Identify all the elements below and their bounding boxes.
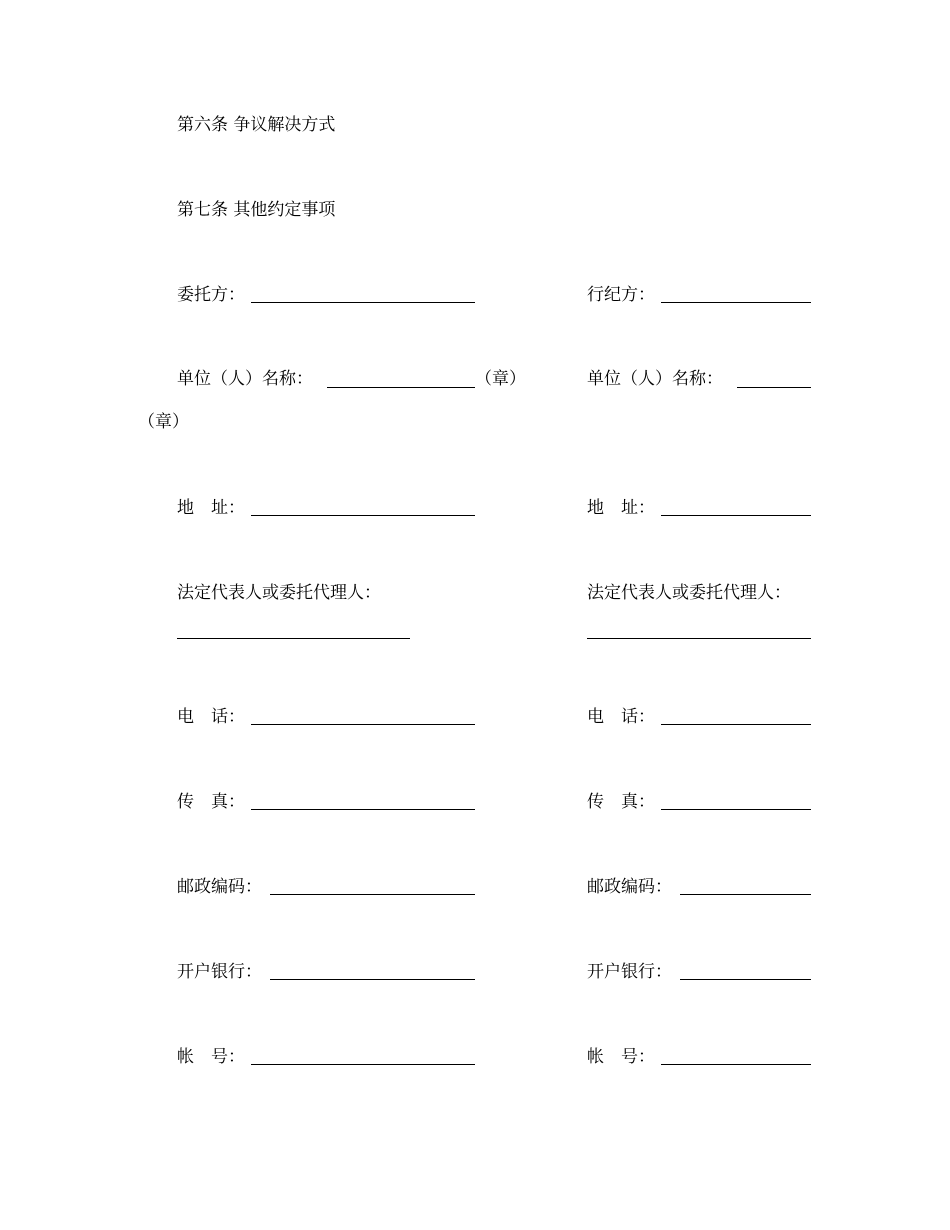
principal-postcode-label: 邮政编码： <box>177 877 262 897</box>
broker-rep-label: 法定代表人或委托代理人： <box>587 583 791 603</box>
principal-account-label: 帐 号： <box>177 1047 245 1067</box>
principal-rep-label: 法定代表人或委托代理人： <box>177 583 381 603</box>
seal-label-wrapped: （章） <box>138 412 189 432</box>
broker-bank-label: 开户银行： <box>587 962 672 982</box>
principal-seal-label: （章） <box>475 369 526 389</box>
principal-bank-blank[interactable] <box>270 979 475 980</box>
principal-unit-name-blank[interactable] <box>327 387 475 388</box>
principal-label: 委托方： <box>177 285 245 305</box>
principal-bank-label: 开户银行： <box>177 962 262 982</box>
clause-other-matters: 第七条 其他约定事项 <box>177 200 336 220</box>
principal-blank[interactable] <box>251 302 475 303</box>
principal-phone-blank[interactable] <box>251 724 475 725</box>
broker-rep-blank[interactable] <box>587 638 811 639</box>
broker-blank[interactable] <box>661 302 811 303</box>
principal-fax-label: 传 真： <box>177 792 245 812</box>
broker-account-label: 帐 号： <box>587 1047 655 1067</box>
broker-postcode-blank[interactable] <box>680 894 811 895</box>
principal-address-blank[interactable] <box>251 515 475 516</box>
broker-unit-name-blank[interactable] <box>737 387 811 388</box>
principal-unit-name-label: 单位（人）名称： <box>177 369 313 389</box>
principal-fax-blank[interactable] <box>251 809 475 810</box>
broker-phone-label: 电 话： <box>587 707 655 727</box>
broker-unit-name-label: 单位（人）名称： <box>587 369 723 389</box>
broker-bank-blank[interactable] <box>680 979 811 980</box>
principal-phone-label: 电 话： <box>177 707 245 727</box>
broker-label: 行纪方： <box>587 285 655 305</box>
broker-account-blank[interactable] <box>661 1064 811 1065</box>
broker-postcode-label: 邮政编码： <box>587 877 672 897</box>
broker-fax-label: 传 真： <box>587 792 655 812</box>
principal-postcode-blank[interactable] <box>270 894 475 895</box>
clause-dispute-resolution: 第六条 争议解决方式 <box>177 115 336 135</box>
broker-address-label: 地 址： <box>587 498 655 518</box>
principal-address-label: 地 址： <box>177 498 245 518</box>
principal-rep-blank[interactable] <box>177 638 410 639</box>
principal-account-blank[interactable] <box>251 1064 475 1065</box>
broker-fax-blank[interactable] <box>661 809 811 810</box>
broker-phone-blank[interactable] <box>661 724 811 725</box>
broker-address-blank[interactable] <box>661 515 811 516</box>
